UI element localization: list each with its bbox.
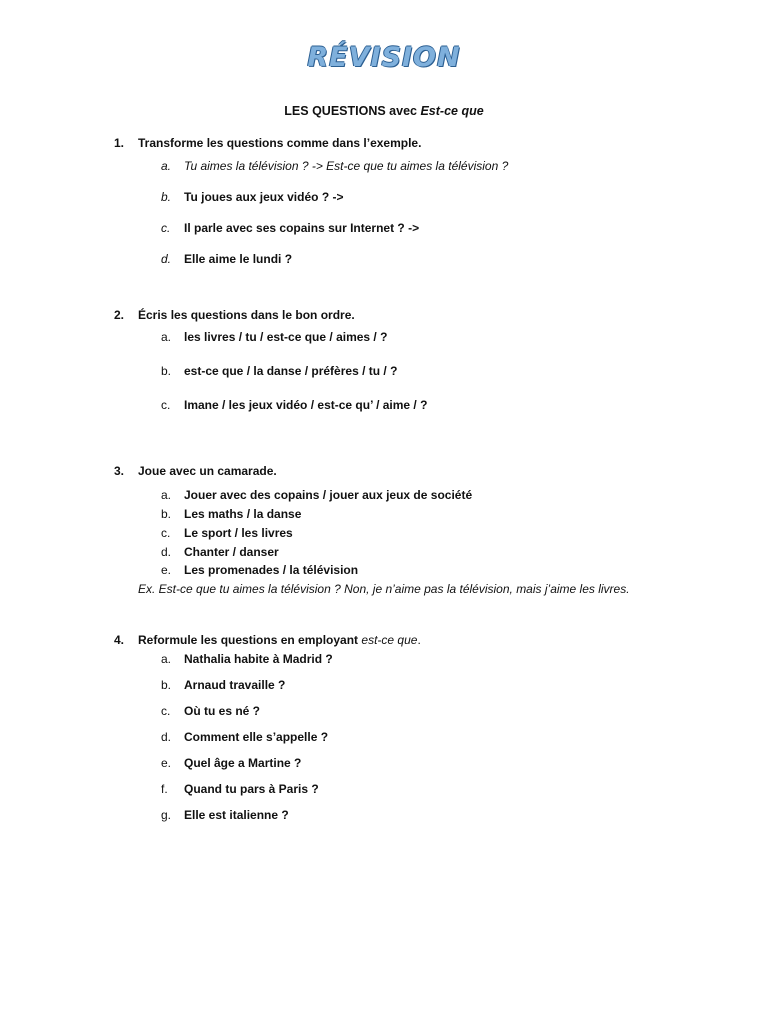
item-text: Le sport / les livres <box>184 526 293 540</box>
instruction-emphasis: est-ce que <box>361 633 418 647</box>
section-instruction: Transforme les questions comme dans l’exemple. <box>138 136 422 150</box>
item-text: Imane / les jeux vidéo / est-ce qu’ / aime / ? <box>184 398 428 412</box>
section-number: 3. <box>114 464 125 478</box>
item-text: les livres / tu / est-ce que / aimes / ? <box>184 330 388 344</box>
item-letter: c. <box>161 398 171 412</box>
item-letter: e. <box>161 563 172 577</box>
section-number: 4. <box>114 633 125 647</box>
section-instruction: Écris les questions dans le bon ordre. <box>138 308 355 322</box>
section-number: 2. <box>114 308 125 322</box>
instruction-end: . <box>417 633 421 647</box>
section-number: 1. <box>114 136 125 150</box>
item-letter: d. <box>161 252 172 266</box>
item-text: Où tu es né ? <box>184 704 261 718</box>
item-text: Les maths / la danse <box>184 507 302 521</box>
item-letter: c. <box>161 704 171 718</box>
item-letter: e. <box>161 756 172 770</box>
subtitle-main: LES QUESTIONS avec <box>284 104 421 118</box>
item-letter: d. <box>161 730 172 744</box>
item-text: Quand tu pars à Paris ? <box>184 782 319 796</box>
item-letter: b. <box>161 364 172 378</box>
item-text: Arnaud travaille ? <box>184 678 286 692</box>
item-text: Nathalia habite à Madrid ? <box>184 652 333 666</box>
section-instruction: Joue avec un camarade. <box>138 464 277 478</box>
instruction-main: Reformule les questions en employant <box>138 633 362 647</box>
section-instruction <box>138 633 421 647</box>
item-text: Il parle avec ses copains sur Internet ? -> <box>184 221 420 235</box>
item-text: Elle aime le lundi ? <box>184 252 293 266</box>
item-letter: b. <box>161 190 172 204</box>
subtitle-emphasis: Est-ce que <box>420 104 484 118</box>
item-text: Quel âge a Martine ? <box>184 756 302 770</box>
item-letter: b. <box>161 507 172 521</box>
item-letter: g. <box>161 808 172 822</box>
item-letter: c. <box>161 526 171 540</box>
item-letter: d. <box>161 545 172 559</box>
item-letter: b. <box>161 678 172 692</box>
item-text: Chanter / danser <box>184 545 279 559</box>
item-letter: a. <box>161 159 172 173</box>
subtitle <box>0 104 768 118</box>
item-text: Tu joues aux jeux vidéo ? -> <box>184 190 344 204</box>
item-text: est-ce que / la danse / préfères / tu / ? <box>184 364 398 378</box>
item-letter: a. <box>161 652 172 666</box>
item-text: Jouer avec des copains / jouer aux jeux de société <box>184 488 473 502</box>
item-letter: a. <box>161 330 172 344</box>
item-text: Les promenades / la télévision <box>184 563 359 577</box>
item-text: Elle est italienne ? <box>184 808 289 822</box>
item-letter: a. <box>161 488 172 502</box>
item-text: Tu aimes la télévision ? -> Est-ce que tu aimes la télévision ? <box>184 159 509 173</box>
item-letter: f. <box>161 782 168 796</box>
example-sentence: Ex. Est-ce que tu aimes la télévision ? Non, je n’aime pas la télévision, mais j’aime les livres. <box>138 582 630 596</box>
item-text: Comment elle s’appelle ? <box>184 730 329 744</box>
page-title: RÉVISION <box>307 42 461 73</box>
item-letter: c. <box>161 221 171 235</box>
